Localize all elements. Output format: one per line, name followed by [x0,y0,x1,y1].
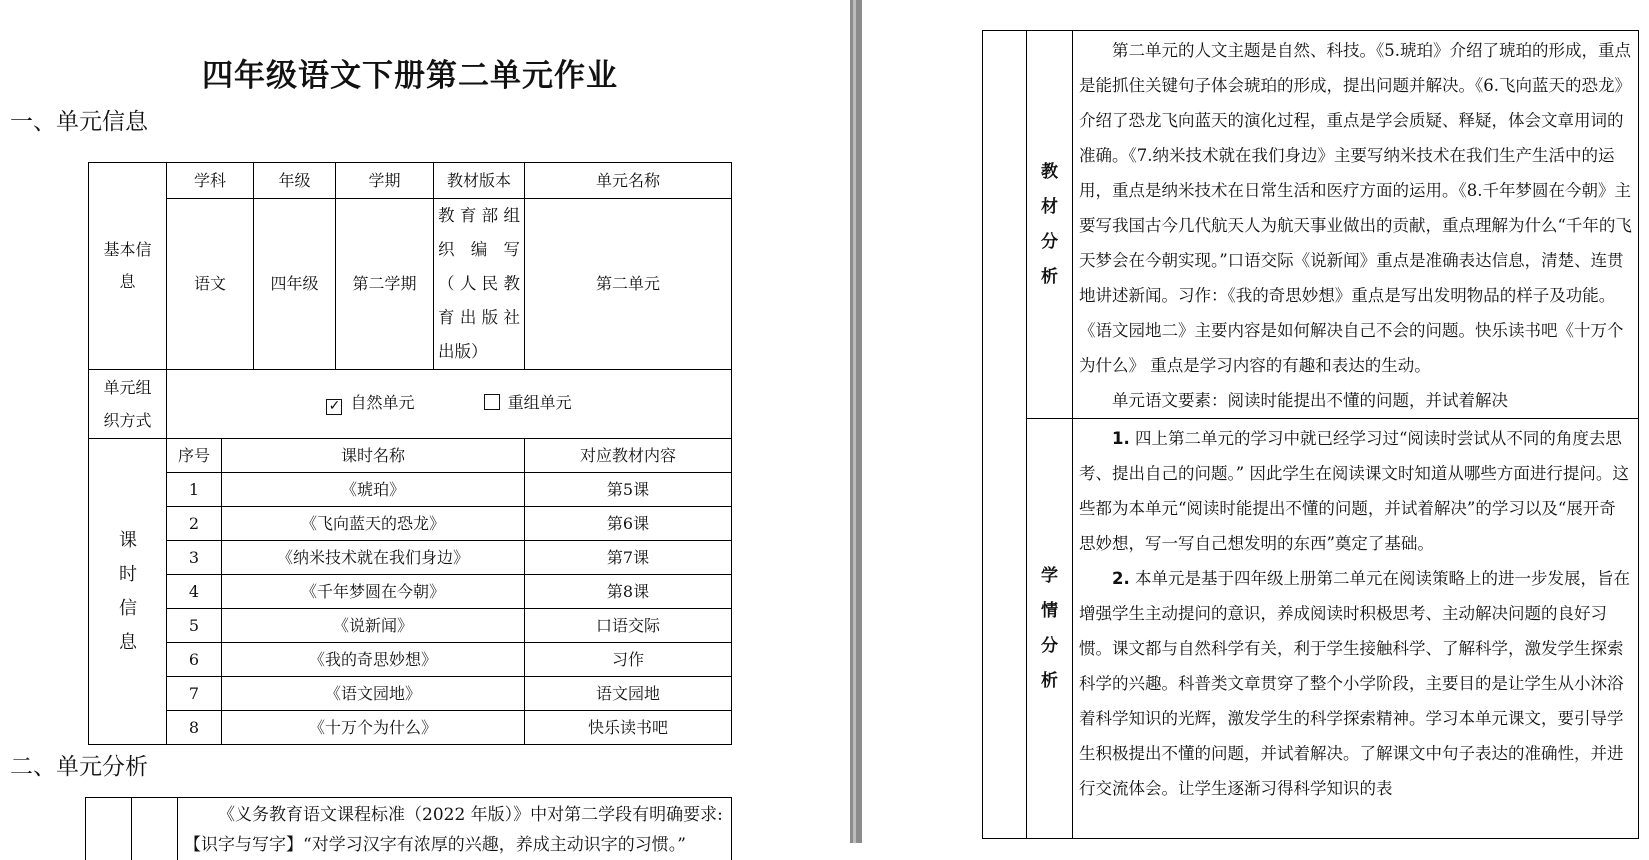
lesson-no: 7 [167,677,222,711]
lesson-name: 《十万个为什么》 [222,711,525,745]
lesson-no: 1 [167,473,222,507]
lesson-header-content: 对应教材内容 [525,439,732,473]
option-regroup-unit-label: 重组单元 [508,393,572,412]
analysis-outer-cell [983,31,1027,839]
lesson-content: 习作 [525,643,732,677]
option-natural-unit-label: 自然单元 [350,393,414,412]
lesson-content: 口语交际 [525,609,732,643]
textbook-analysis-label-text: 教材分析 [1041,162,1058,287]
lesson-header-name: 课时名称 [222,439,525,473]
lesson-name: 《我的奇思妙想》 [222,643,525,677]
unit-organization-label: 单元组织方式 [89,370,167,439]
curriculum-standard-text [178,798,732,860]
textbook-analysis-label [1027,31,1073,419]
page-divider [850,0,862,843]
lesson-content: 快乐读书吧 [525,711,732,745]
document-title: 四年级语文下册第二单元作业 [0,50,820,95]
analysis-label-cell [86,798,132,860]
option-regroup-unit[interactable] [484,393,572,412]
analysis-sublabel-cell [132,798,178,860]
lesson-content: 第6课 [525,507,732,541]
value-unit-name: 第二单元 [525,199,732,370]
lesson-name: 《千年梦圆在今朝》 [222,575,525,609]
student-analysis-label-text: 学情分析 [1041,566,1058,691]
lesson-content: 第7课 [525,541,732,575]
lesson-no: 4 [167,575,222,609]
lesson-header-no: 序号 [167,439,222,473]
page-divider-inner [853,0,856,843]
checkbox-empty-icon[interactable] [484,394,500,410]
point-number: 1. [1112,429,1130,448]
student-analysis-text [1073,419,1639,839]
value-grade: 四年级 [254,199,336,370]
lesson-no: 6 [167,643,222,677]
unit-language-element: 单元语文要素：阅读时能提出不懂的问题，并试着解决 [1079,383,1632,418]
section-heading-unit-info: 一、单元信息 [10,103,148,136]
checkbox-checked-icon[interactable]: ✓ [326,399,342,415]
header-term: 学期 [336,163,434,199]
section-heading-unit-analysis: 二、单元分析 [10,748,148,781]
header-subject: 学科 [167,163,254,199]
lesson-name: 《语文园地》 [222,677,525,711]
unit-info-table [88,162,732,745]
point-text: 四上第二单元的学习中就已经学习过“阅读时尝试从不同的角度去思考、提出自己的问题。” 因此学生在阅读课文时知道从哪些方面进行提问。这些都为本单元“阅读时能提出不懂的问题，并试着解决”的学习以及“展开奇思妙想，写一写自己想发明的东西”奠定了基础。 [1079,429,1629,553]
lesson-no: 5 [167,609,222,643]
lesson-no: 3 [167,541,222,575]
option-natural-unit[interactable] [326,393,419,412]
unit-analysis-table [85,797,732,860]
textbook-analysis-paragraph: 第二单元的人文主题是自然、科技。《5.琥珀》介绍了琥珀的形成，重点是能抓住关键句子体会琥珀的形成，提出问题并解决。《6.飞向蓝天的恐龙》介绍了恐龙飞向蓝天的演化过程，重点是学会质疑、释疑，体会文章用词的准确。《7.纳米技术就在我们身边》主要写纳米技术在我们生产生活中的运用，重点是纳米技术在日常生活和医疗方面的运用。《8.千年梦圆在今朝》主要写我国古今几代航天人为航天事业做出的贡献，重点理解为什么“千年的飞天梦会在今朝实现。”口语交际《说新闻》重点是准确表达信息，清楚、连贯地讲述新闻。习作：《我的奇思妙想》重点是写出发明物品的样子及功能。《语文园地二》主要内容是如何解决自己不会的问题。快乐读书吧《十万个为什么》 重点是学习内容的有趣和表达的生动。 [1079,33,1632,383]
header-textbook-edition: 教材版本 [434,163,525,199]
lesson-info-label [89,439,167,745]
textbook-analysis-text [1073,31,1639,419]
lesson-content: 第5课 [525,473,732,507]
student-analysis-point [1079,421,1632,561]
lesson-no: 2 [167,507,222,541]
value-subject: 语文 [167,199,254,370]
value-textbook-edition: 教育部组织编写（人民教育出版社出版） [434,199,525,370]
lesson-name: 《琥珀》 [222,473,525,507]
lesson-name: 《飞向蓝天的恐龙》 [222,507,525,541]
curriculum-standard-text-content: 《义务教育语文课程标准（2022 年版）》中对第二学段有明确要求:【识字与写字】“对学习汉字有浓厚的兴趣，养成主动识字的习惯。” [184,805,723,855]
analysis-table [982,30,1639,839]
student-analysis-label [1027,419,1073,839]
lesson-content: 第8课 [525,575,732,609]
header-unit-name: 单元名称 [525,163,732,199]
student-analysis-point [1079,561,1632,806]
right-page [862,0,1649,843]
unit-organization-options [167,370,732,439]
lesson-no: 8 [167,711,222,745]
lesson-content: 语文园地 [525,677,732,711]
lesson-name: 《说新闻》 [222,609,525,643]
point-text: 本单元是基于四年级上册第二单元在阅读策略上的进一步发展，旨在增强学生主动提问的意识，养成阅读时积极思考、主动解决问题的良好习惯。课文都与自然科学有关，利于学生接触科学、了解科学，激发学生探索科学的兴趣。科普类文章贯穿了整个小学阶段，主要目的是让学生从小沐浴着科学知识的光辉，激发学生的科学探索精神。学习本单元课文，要引导学生积极提出不懂的问题，并试着解决。了解课文中句子表达的准确性，并进行交流体会。让学生逐渐习得科学知识的表 [1079,569,1630,798]
basic-info-label: 基本信息 [89,163,167,370]
lesson-name: 《纳米技术就在我们身边》 [222,541,525,575]
point-number: 2. [1112,569,1130,588]
value-term: 第二学期 [336,199,434,370]
lesson-info-label-text: 课时信息 [119,530,137,653]
header-grade: 年级 [254,163,336,199]
